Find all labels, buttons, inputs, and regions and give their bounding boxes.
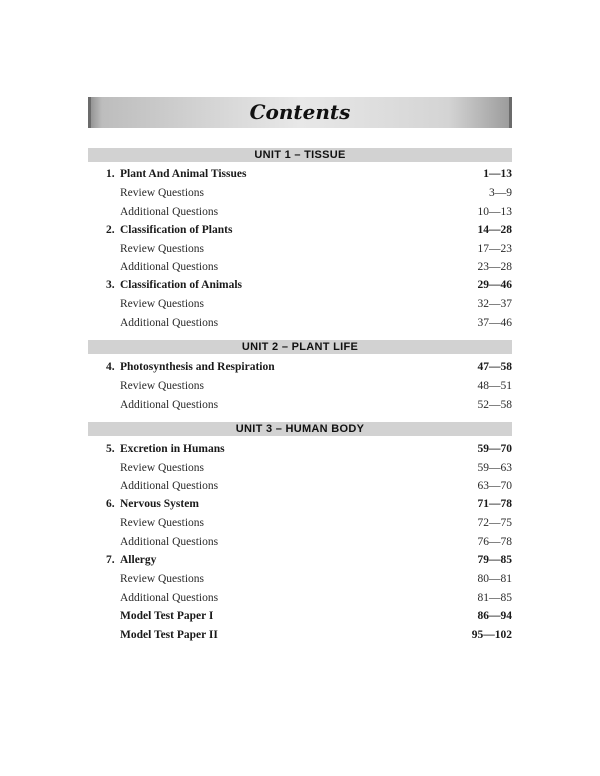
chapter-pages: 79—85 — [477, 554, 512, 566]
sub-title: Additional Questions — [120, 480, 219, 492]
sub-row — [88, 534, 512, 551]
chapter-title: Excretion in Humans — [120, 443, 225, 455]
unit-heading-2: UNIT 2 – PLANT LIFE — [88, 340, 512, 354]
page-title: Contents — [249, 100, 351, 124]
sub-title: Additional Questions — [120, 536, 219, 548]
sub-row — [88, 241, 512, 258]
sub-pages: 48—51 — [477, 380, 512, 392]
chapter-number: 2. — [106, 224, 115, 236]
sub-pages: 81—85 — [477, 592, 512, 604]
model-paper-title: Model Test Paper II — [120, 629, 218, 641]
sub-pages: 17—23 — [477, 243, 512, 255]
chapter-title: Classification of Plants — [120, 224, 233, 236]
sub-row — [88, 460, 512, 477]
model-paper-pages: 95—102 — [471, 629, 512, 641]
sub-row — [88, 378, 512, 395]
sub-row — [88, 571, 512, 588]
sub-row — [88, 315, 512, 332]
chapter-number: 7. — [106, 554, 115, 566]
chapter-number: 5. — [106, 443, 115, 455]
chapter-title: Classification of Animals — [120, 279, 243, 291]
sub-pages: 23—28 — [477, 261, 512, 273]
chapter-row-4 — [88, 359, 512, 376]
sub-title: Review Questions — [120, 573, 205, 585]
sub-title: Additional Questions — [120, 206, 219, 218]
chapter-row-3 — [88, 277, 512, 294]
chapter-title: Nervous System — [120, 498, 199, 510]
sub-pages: 59—63 — [477, 462, 512, 474]
sub-row — [88, 204, 512, 221]
chapter-pages: 14—28 — [477, 224, 512, 236]
model-paper-pages: 86—94 — [477, 610, 512, 622]
sub-row — [88, 478, 512, 495]
chapter-pages: 59—70 — [477, 443, 512, 455]
chapter-pages: 71—78 — [477, 498, 512, 510]
chapter-row-7 — [88, 552, 512, 569]
sub-title: Additional Questions — [120, 317, 219, 329]
model-paper-row-1 — [88, 608, 512, 625]
sub-title: Review Questions — [120, 187, 205, 199]
sub-title: Additional Questions — [120, 592, 219, 604]
chapter-pages: 29—46 — [477, 279, 512, 291]
sub-pages: 72—75 — [477, 517, 512, 529]
sub-title: Review Questions — [120, 462, 205, 474]
sub-title: Review Questions — [120, 298, 205, 310]
sub-pages: 32—37 — [477, 298, 512, 310]
model-paper-title: Model Test Paper I — [120, 610, 214, 622]
sub-title: Additional Questions — [120, 399, 219, 411]
sub-row — [88, 296, 512, 313]
chapter-row-1 — [88, 166, 512, 183]
chapter-row-6 — [88, 496, 512, 513]
sub-pages: 52—58 — [477, 399, 512, 411]
sub-title: Review Questions — [120, 243, 205, 255]
unit-heading-1: UNIT 1 – TISSUE — [88, 148, 512, 162]
chapter-pages: 1—13 — [483, 168, 512, 180]
sub-row — [88, 515, 512, 532]
chapter-row-5 — [88, 441, 512, 458]
sub-pages: 63—70 — [477, 480, 512, 492]
sub-pages: 76—78 — [477, 536, 512, 548]
chapter-title: Photosynthesis and Respiration — [120, 361, 275, 373]
sub-title: Review Questions — [120, 380, 205, 392]
sub-row — [88, 185, 512, 202]
unit-heading-3: UNIT 3 – HUMAN BODY — [88, 422, 512, 436]
chapter-number: 6. — [106, 498, 115, 510]
contents-title-bar — [88, 97, 512, 128]
chapter-number: 4. — [106, 361, 115, 373]
chapter-title: Allergy — [120, 554, 157, 566]
sub-pages: 3—9 — [489, 187, 512, 199]
chapter-pages: 47—58 — [477, 361, 512, 373]
sub-row — [88, 259, 512, 276]
sub-row — [88, 397, 512, 414]
model-paper-row-2 — [88, 627, 512, 644]
sub-pages: 37—46 — [477, 317, 512, 329]
sub-pages: 10—13 — [477, 206, 512, 218]
sub-row — [88, 590, 512, 607]
chapter-title: Plant And Animal Tissues — [120, 168, 247, 180]
chapter-number: 3. — [106, 279, 115, 291]
chapter-number: 1. — [106, 168, 115, 180]
sub-title: Additional Questions — [120, 261, 219, 273]
chapter-row-2 — [88, 222, 512, 239]
sub-title: Review Questions — [120, 517, 205, 529]
sub-pages: 80—81 — [477, 573, 512, 585]
